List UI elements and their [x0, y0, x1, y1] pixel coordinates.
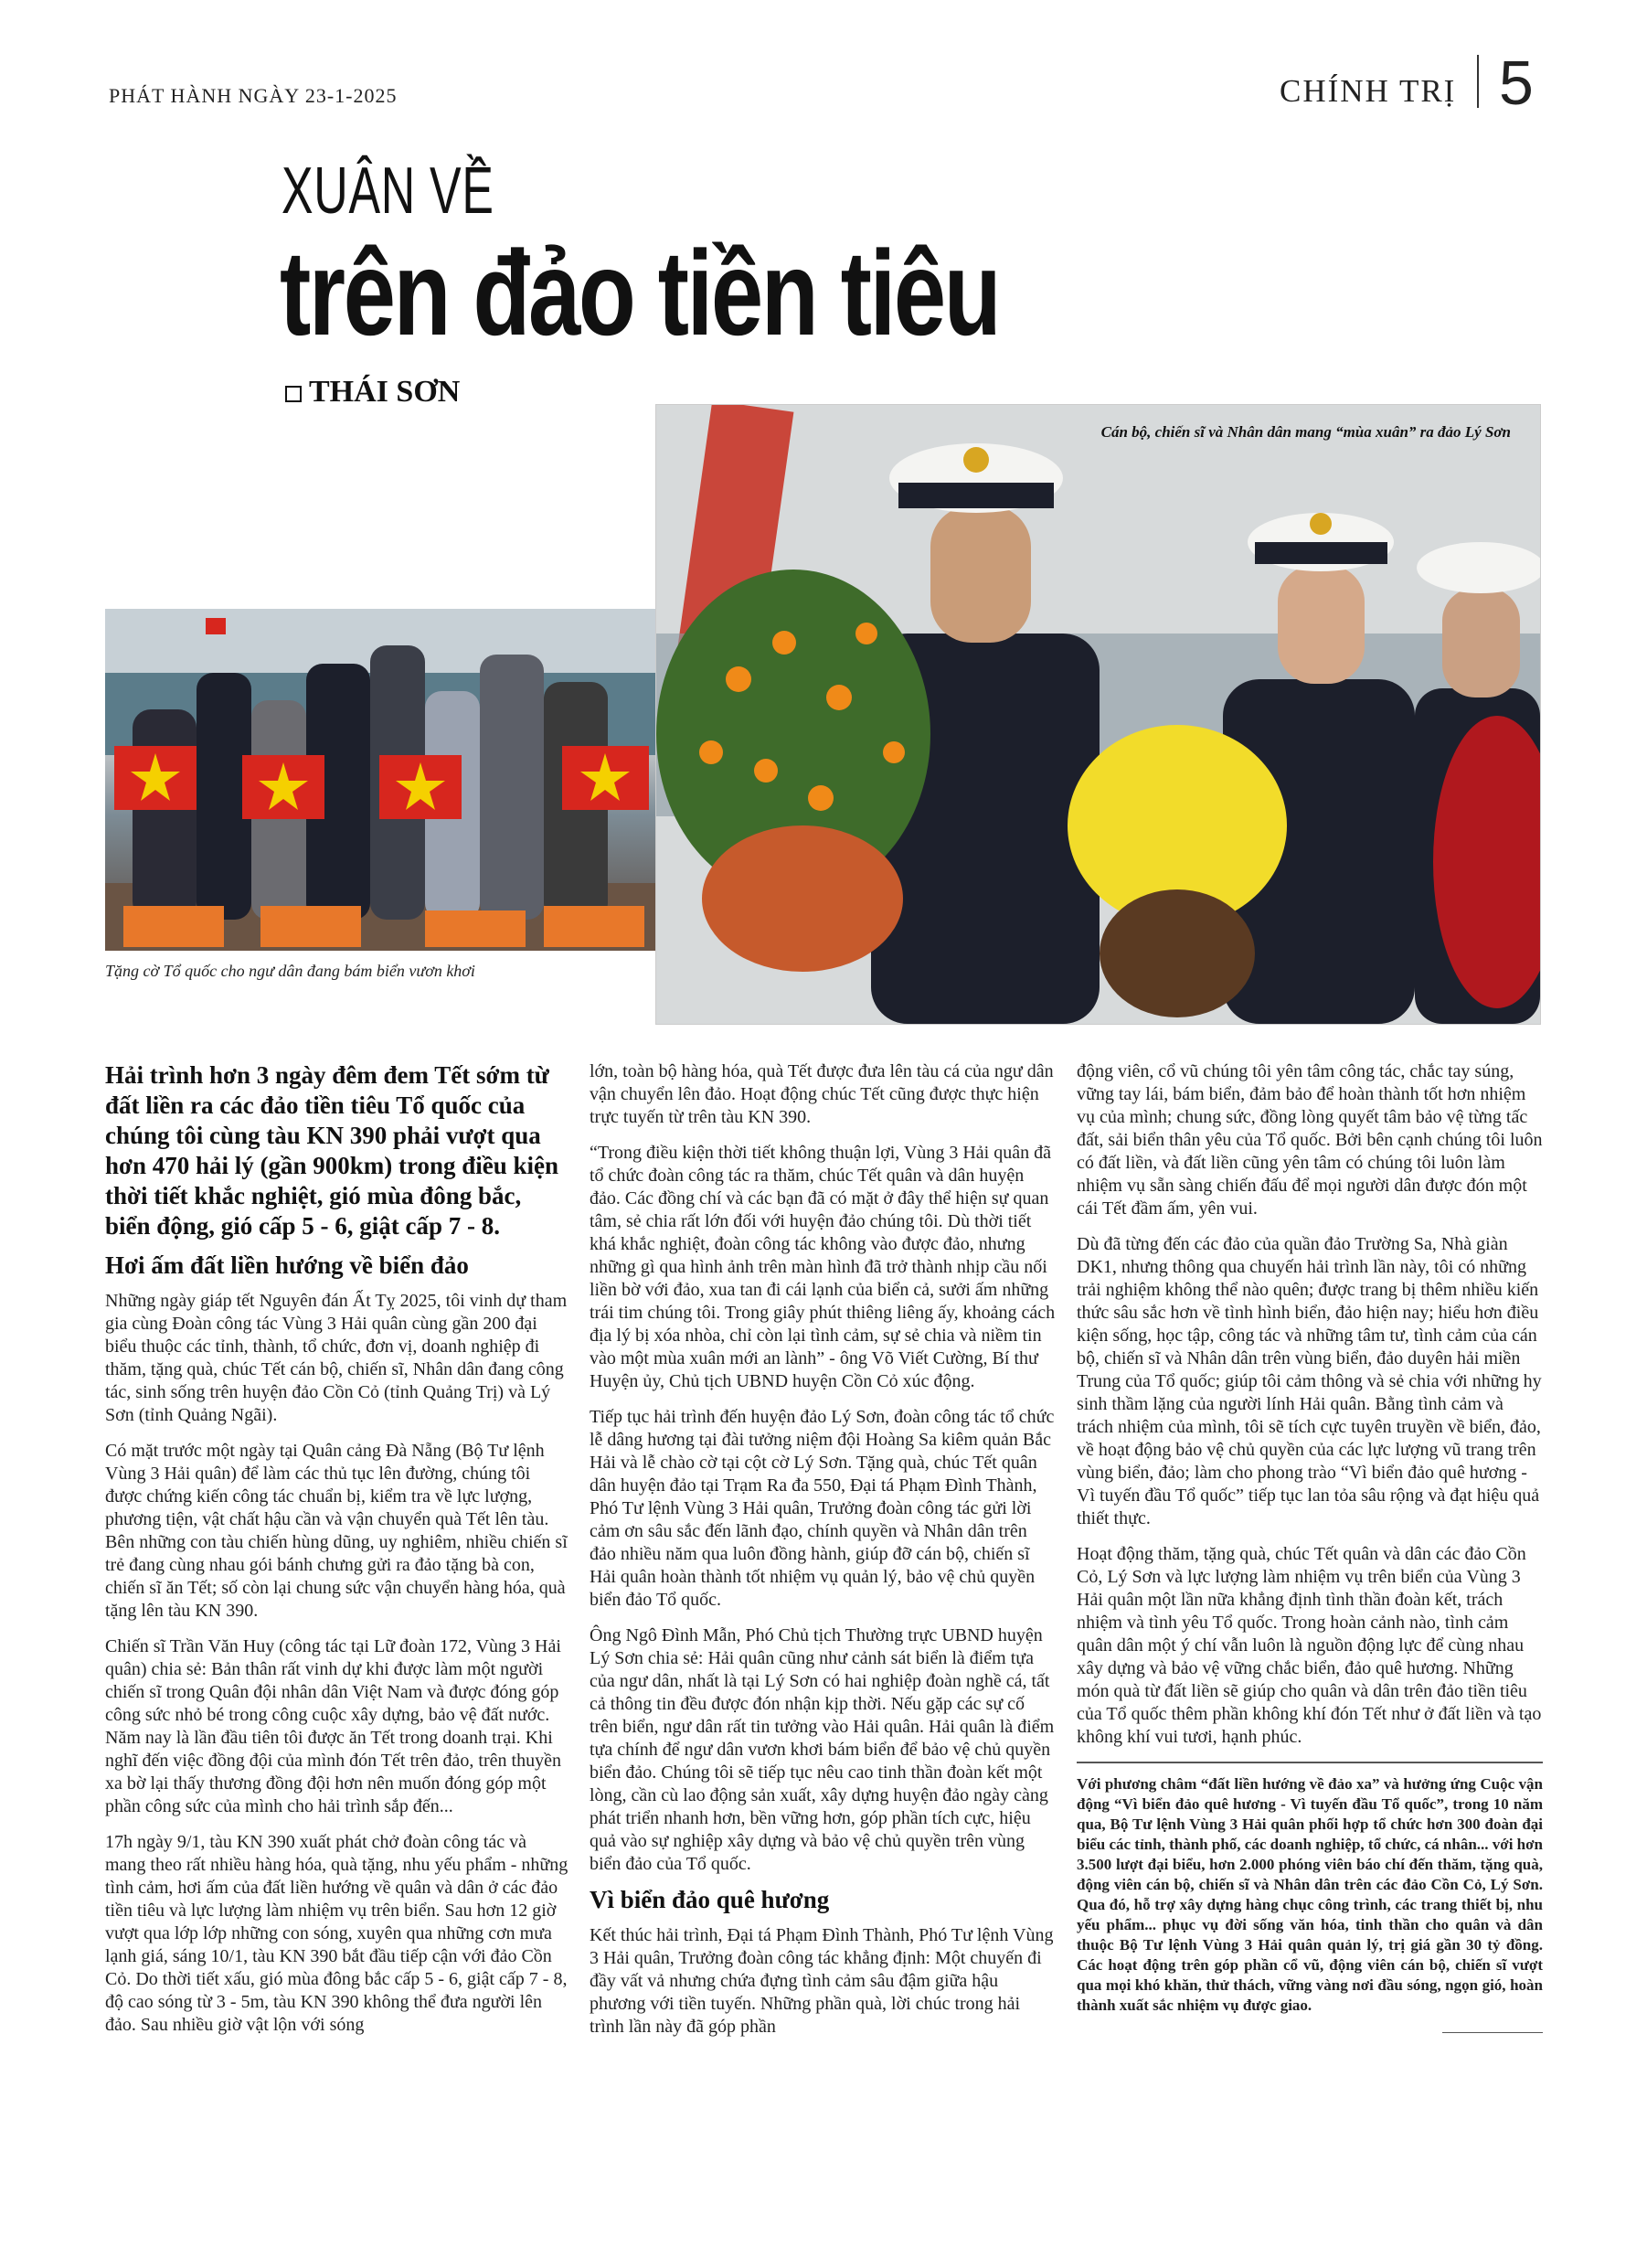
info-box-note: Với phương châm “đất liền hướng về đảo xa” và hưởng ứng Cuộc vận động “Vì biển đảo quê hương - Vì tuyến đầu Tổ quốc”, trong 10 năm qua, Bộ Tư lệnh Vùng 3 Hải quân phối hợp tổ chức hơn 300 đoàn đại biểu các tỉnh, thành phố, các doanh nghiệp, tổ chức, cá nhân... với hơn 3.500 lượt đại biểu, hơn 2.000 phóng viên báo chí đến thăm, tặng quà, động viên cán bộ, chiến sĩ và Nhân dân trên các đảo Cồn Cỏ, Lý Sơn. Qua đó, hỗ trợ xây dựng hàng chục công trình, các trang thiết bị, nhu yếu phẩm... phục vụ đời sống văn hóa, tinh thần cho quân và dân thuộc Bộ Tư lệnh Vùng 3 Hải quân quản lý, trị giá gần 30 tỷ đồng. Các hoạt động trên góp phần cổ vũ, động viên cán bộ, chiến sĩ vượt qua mọi khó khăn, thử thách, vững vàng nơi đầu sóng, ngọn gió, hoàn thành xuất sắc nhiệm vụ được giao.	[1077, 1762, 1543, 2016]
article-lead: Hải trình hơn 3 ngày đêm đem Tết sớm từ đất liền ra các đảo tiền tiêu Tổ quốc của chúng tôi cùng tàu KN 390 phải vượt qua hơn 470 hải lý (gần 900km) trong điều kiện thời tiết khắc nghiệt, gió mùa đông bắc, biển động, gió cấp 5 - 6, giật cấp 7 - 8.	[105, 1061, 559, 1240]
byline-square-icon	[285, 386, 302, 402]
headline-kicker: XUÂN VỀ	[282, 154, 494, 228]
article-column-3	[1077, 1060, 1543, 2033]
paragraph: “Trong điều kiện thời tiết không thuận lợi, Vùng 3 Hải quân đã tổ chức đoàn công tác ra thăm, chúc Tết quân và dân huyện đảo. Các đồng chí và các bạn đã có mặt ở đây thể hiện sự quan tâm, sẻ chia rất lớn đối với huyện đảo chúng tôi. Dù thời tiết khá khắc nghiệt, đoàn công tác không vào được đảo, nhưng những gì qua hình ảnh trên màn hình đã trở thành nhịp cầu nối liền bờ với đảo, xua tan đi cái lạnh của biển cả, sưởi ấm những trái tim chúng tôi. Trong giây phút thiêng liêng ấy, khoảng cách địa lý bị xóa nhòa, chỉ còn lại tình cảm, sự sẻ chia và niềm tin vào một mùa xuân mới an lành” - ông Võ Viết Cường, Bí thư Huyện ủy, Chủ tịch UBND huyện Cồn Cỏ xúc động.	[590, 1143, 1056, 1391]
paragraph: Tiếp tục hải trình đến huyện đảo Lý Sơn, đoàn công tác tổ chức lễ dâng hương tại đài tưởng niệm đội Hoàng Sa kiêm quản Bắc Hải và lễ chào cờ tại cột cờ Lý Sơn. Tặng quà, chúc Tết quân dân huyện đảo tại Trạm Ra đa 550, Đại tá Phạm Đình Thành, Phó Tư lệnh Vùng 3 Hải quân, Trưởng đoàn công tác gửi lời cảm ơn sâu sắc đến lãnh đạo, chính quyền và Nhân dân trên đảo nhiều năm qua luôn đồng hành, giúp đỡ cán bộ, chiến sĩ Hải quân hoàn thành tốt nhiệm vụ quản lý, bảo vệ chủ quyền biển đảo Tổ quốc.	[590, 1407, 1055, 1610]
paragraph: Những ngày giáp tết Nguyên đán Ất Tỵ 2025, tôi vinh dự tham gia cùng Đoàn công tác Vùng 3 Hải quân cùng gần 200 đại biểu thuộc các tỉnh, thành, tổ chức, đơn vị, doanh nghiệp đi thăm, tặng quà, chúc Tết cán bộ, chiến sĩ, Nhân dân đang công tác, sinh sống trên huyện đảo Cồn Cỏ (tỉnh Quảng Trị) và Lý Sơn (tỉnh Quảng Ngãi).	[105, 1291, 568, 1425]
paragraph: lớn, toàn bộ hàng hóa, quà Tết được đưa lên tàu cá của ngư dân vận chuyển lên đảo. Hoạt động chúc Tết cũng được thực hiện trực tuyến từ trên tàu KN 390.	[590, 1061, 1054, 1127]
header-divider	[1477, 55, 1479, 108]
publication-date: PHÁT HÀNH NGÀY 23-1-2025	[109, 84, 398, 107]
photo-soldiers-illustration	[656, 405, 1540, 1024]
byline	[285, 375, 460, 410]
paragraph: Kết thúc hải trình, Đại tá Phạm Đình Thành, Phó Tư lệnh Vùng 3 Hải quân, Trưởng đoàn công tác khẳng định: Một chuyến đi đầy vất vả nhưng chứa đựng tình cảm sâu đậm giữa hậu phương với tiền tuyến. Những phần quà, lời chúc trong hải trình lần này đã góp phần	[590, 1925, 1054, 2037]
vietnam-flags	[114, 746, 649, 819]
section-title: CHÍNH TRỊ	[1280, 73, 1457, 109]
paragraph: Dù đã từng đến các đảo của quần đảo Trường Sa, Nhà giàn DK1, nhưng thông qua chuyến hải trình lần này, tôi có những trải nghiệm không thể nào quên; được trang bị thêm nhiều kiến thức sâu sắc hơn về tình hình biển, đảo hiện nay; hiểu hơn điều kiện sống, học tập, công tác và những tâm tư, tình cảm của cán bộ, chiến sĩ và Nhân dân trên vùng biển, đảo duyên hải miền Trung của Tổ quốc; giúp tôi cảm thông và sẻ chia với những hy sinh thầm lặng của người lính Hải quân. Bằng tình cảm và trách nhiệm của mình, tôi sẽ tích cực tuyên truyền về biển, đảo, về hoạt động bảo vệ chủ quyền của các lực lượng vũ trang trên vùng biển, đảo; làm cho phong trào “Vì biển đảo quê hương - Vì tuyến đầu Tổ quốc” tiếp tục lan tỏa sâu rộng và đạt hiệu quả thiết thực.	[1077, 1234, 1542, 1528]
subheading-2: Vì biển đảo quê hương	[590, 1886, 830, 1913]
subheading-1: Hơi ấm đất liền hướng về biển đảo	[105, 1251, 469, 1279]
flag-pennant	[206, 618, 226, 634]
article-column-1	[105, 1060, 569, 2050]
photo-fishermen-illustration	[105, 609, 657, 951]
photo-caption-small: Tặng cờ Tổ quốc cho ngư dân đang bám biển vươn khơi	[105, 962, 475, 980]
photo-fishermen-flags	[105, 609, 657, 951]
end-rule	[1442, 2032, 1543, 2033]
paragraph: Chiến sĩ Trần Văn Huy (công tác tại Lữ đoàn 172, Vùng 3 Hải quân) chia sẻ: Bản thân rất vinh dự khi được làm một người chiến sĩ trong Quân đội nhân dân Việt Nam và được đóng góp công sức nhỏ bé trong công cuộc xây dựng, bảo vệ đất nước. Năm nay là lần đầu tiên tôi được ăn Tết trong doanh trại. Khi nghĩ đến việc đồng đội của mình đón Tết trên đảo, trên thuyền xa bờ lại thấy thương đồng đội hơn nên muốn đóng góp một phần công sức của mình cho hải trình sắp đến...	[105, 1636, 561, 1816]
people-group	[133, 645, 608, 920]
paragraph: Có mặt trước một ngày tại Quân cảng Đà Nẵng (Bộ Tư lệnh Vùng 3 Hải quân) để làm các thủ tục lên đường, chúng tôi được chứng kiến công tác chuẩn bị, kiểm tra về lực lượng, phương tiện, vật chất hậu cần và vận chuyển quà Tết lên tàu. Bên những con tàu chiến hùng dũng, uy nghiêm, nhiều chiến sĩ trẻ đang cùng nhau gói bánh chưng gửi ra đảo tặng bà con, chiến sĩ ăn Tết; số còn lại chung sức vận chuyển hàng hóa, quà tặng lên tàu KN 390.	[105, 1441, 568, 1621]
headline: trên đảo tiền tiêu	[280, 226, 1000, 360]
photo-soldiers-spring	[655, 404, 1541, 1025]
page-number: 5	[1499, 48, 1534, 118]
photo-caption-main: Cán bộ, chiến sĩ và Nhân dân mang “mùa xuân” ra đảo Lý Sơn	[1100, 423, 1511, 441]
paragraph: Hoạt động thăm, tặng quà, chúc Tết quân và dân các đảo Cồn Cỏ, Lý Sơn và lực lượng làm nhiệm vụ trên biển của Vùng 3 Hải quân một lần nữa khẳng định tình thần đoàn kết, trách nhiệm và tình yêu Tổ quốc. Trong hoàn cảnh nào, tình cảm quân dân một ý chí vẫn luôn là nguồn động lực để cùng nhau xây dựng và bảo vệ vững chắc biển, đảo quê hương. Những món quà từ đất liền sẽ giúp cho quân và dân trên đảo tiền tiêu của Tổ quốc thêm phần không khí đón Tết như ở đất liền và tạo không khí vui tươi, hạnh phúc.	[1077, 1544, 1542, 1747]
paragraph: Ông Ngô Đình Mẫn, Phó Chủ tịch Thường trực UBND huyện Lý Sơn chia sẻ: Hải quân cũng như cảnh sát biển là điểm tựa của ngư dân, nhất là tại Lý Sơn có hai nghiệp đoàn nghề cá, tất cả thông tin đều được đón nhận kịp thời. Nếu gặp các sự cố trên biển, ngư dân rất tin tưởng vào Hải quân. Hải quân là điểm tựa chính để ngư dân vươn khơi bám biển để bảo vệ chủ quyền biển đảo. Chúng tôi sẽ tiếp tục nêu cao tinh thần đoàn kết một lòng, cần cù lao động sản xuất, xây dựng huyện đảo ngày càng phát triển nhanh hơn, bền vững hơn, góp phần tích cực, hiệu quả vào sự nghiệp xây dựng và bảo vệ chủ quyền trên vùng biển đảo của Tổ quốc.	[590, 1625, 1055, 1874]
byline-author: THÁI SƠN	[309, 375, 461, 409]
article-column-2	[590, 1060, 1056, 2051]
paragraph: động viên, cổ vũ chúng tôi yên tâm công tác, chắc tay súng, vững tay lái, bám biển, đảm bảo để hoàn thành tốt hơn nhiệm vụ của mình; chung sức, đồng lòng quyết tâm bảo vệ từng tấc đất, sải biển thân yêu của Tổ quốc. Bởi bên cạnh chúng tôi luôn có đất liền, và đất liền cũng yên tâm có chúng tôi luôn làm nhiệm vụ sẵn sàng chiến đấu để mọi người dân được đón một cái Tết đầm ấm, yên vui.	[1077, 1061, 1543, 1219]
paragraph: 17h ngày 9/1, tàu KN 390 xuất phát chở đoàn công tác và mang theo rất nhiều hàng hóa, quà tặng, nhu yếu phẩm - những tình cảm, hơi ấm của đất liền hướng về quân và dân ở các đảo tiền tiêu và lực lượng làm nhiệm vụ trên biển. Sau hơn 12 giờ vượt qua lớp lớp những con sóng, xuyên qua những cơn mưa lạnh giá, sáng 10/1, tàu KN 390 bắt đầu tiếp cận với đảo Cồn Cỏ. Do thời tiết xấu, gió mùa đông bắc cấp 5 - 6, giật cấp 7 - 8, độ cao sóng từ 3 - 5m, tàu KN 390 không thể đưa người lên đảo. Sau nhiều giờ vật lộn với sóng	[105, 1832, 568, 2035]
